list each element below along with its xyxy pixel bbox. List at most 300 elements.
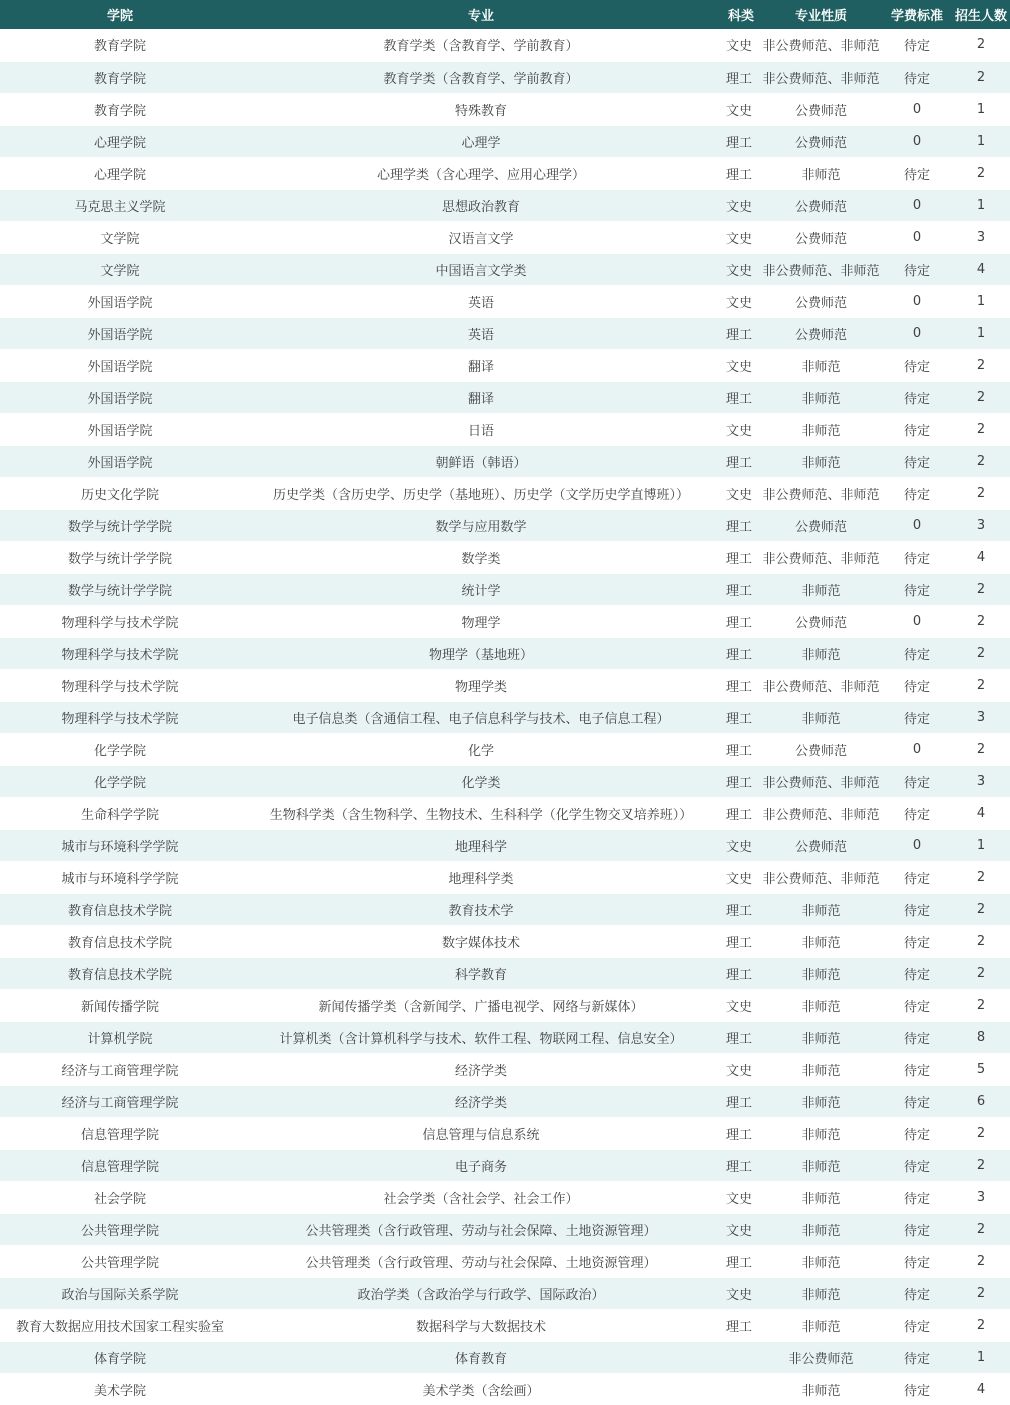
nature-cell <box>760 285 882 317</box>
enrollment-cell: 2 <box>976 421 986 437</box>
enrollment-cell: 2 <box>952 1277 1010 1309</box>
nature-text: 非公费师范、非师范 <box>762 39 880 55</box>
major-cell: 地理科学类 <box>448 871 514 887</box>
enrollment-cell: 8 <box>952 1021 1010 1053</box>
major-cell: 新闻传播学类（含新闻学、广播电视学、网络与新媒体） <box>318 999 644 1015</box>
college-cell: 计算机学院 <box>0 1021 240 1053</box>
nature-cell <box>760 93 882 125</box>
category-cell: 文史 <box>726 423 753 439</box>
college-cell: 外国语学院 <box>0 381 240 413</box>
category-cell: 文史 <box>726 231 753 247</box>
nature-text: 非师范 <box>801 1095 841 1111</box>
table-row <box>0 253 1010 285</box>
nature-text: 公费师范 <box>794 743 847 759</box>
tuition-cell: 待定 <box>903 1063 930 1079</box>
enrollment-cell: 4 <box>976 549 986 565</box>
tuition-cell: 待定 <box>903 1191 930 1207</box>
major-cell: 英语 <box>467 295 494 311</box>
category-cell: 文史 <box>726 359 753 375</box>
college-cell: 教育信息技术学院 <box>0 957 240 989</box>
nature-cell <box>760 797 882 829</box>
major-cell: 心理学 <box>240 125 722 157</box>
tuition-cell: 待定 <box>903 551 930 567</box>
major-cell: 英语 <box>240 317 722 349</box>
nature-text: 非师范 <box>801 1287 841 1303</box>
nature-cell <box>760 765 882 797</box>
enrollment-cell: 2 <box>976 1253 986 1269</box>
category-cell: 文史 <box>722 829 760 861</box>
table-row <box>0 349 1010 381</box>
table-row <box>0 893 1010 925</box>
table-body <box>0 29 1010 1405</box>
major-cell: 数学类 <box>461 551 501 567</box>
nature-text: 非师范 <box>801 455 841 471</box>
tuition-cell: 0 <box>882 509 952 541</box>
enrollment-cell: 1 <box>952 317 1010 349</box>
category-cell: 理工 <box>726 743 753 759</box>
table-row <box>0 861 1010 893</box>
category-cell: 理工 <box>722 509 760 541</box>
category-cell: 文史 <box>722 253 760 285</box>
enrollment-cell: 2 <box>952 957 1010 989</box>
category-cell: 文史 <box>726 487 753 503</box>
category-cell: 理工 <box>726 167 753 183</box>
category-cell: 文史 <box>726 295 753 311</box>
tuition-cell: 0 <box>912 293 922 309</box>
enrollment-cell: 3 <box>952 765 1010 797</box>
enrollment-cell: 2 <box>952 1149 1010 1181</box>
college-cell: 马克思主义学院 <box>0 189 240 221</box>
nature-cell <box>760 733 882 765</box>
table-row <box>0 317 1010 349</box>
college-cell: 经济与工商管理学院 <box>61 1063 179 1079</box>
college-cell: 公共管理学院 <box>0 1213 240 1245</box>
header-college: 学院 <box>106 9 133 24</box>
major-cell: 数学与应用数学 <box>240 509 722 541</box>
enrollment-cell: 1 <box>976 293 986 309</box>
enrollment-cell: 3 <box>976 1189 986 1205</box>
enrollment-cell: 4 <box>952 253 1010 285</box>
enrollment-cell: 3 <box>952 509 1010 541</box>
tuition-cell: 待定 <box>903 935 930 951</box>
header-category: 科类 <box>727 9 754 24</box>
major-cell: 统计学 <box>240 573 722 605</box>
major-cell: 公共管理类（含行政管理、劳动与社会保障、土地资源管理） <box>240 1213 722 1245</box>
nature-cell <box>760 1181 882 1213</box>
nature-cell <box>760 1053 882 1085</box>
major-cell: 生物科学类（含生物科学、生物技术、生科科学（化学生物交叉培养班）） <box>269 807 693 823</box>
tuition-cell: 待定 <box>903 871 930 887</box>
table-row <box>0 125 1010 157</box>
table-row <box>0 445 1010 477</box>
college-cell: 教育学院 <box>0 61 240 93</box>
tuition-cell: 待定 <box>903 487 930 503</box>
major-cell: 心理学类（含心理学、应用心理学） <box>376 167 585 183</box>
major-cell: 汉语言文学 <box>448 231 514 247</box>
category-cell: 理工 <box>722 1149 760 1181</box>
nature-cell <box>760 1085 882 1117</box>
table-row <box>0 221 1010 253</box>
enrollment-cell: 2 <box>976 1125 986 1141</box>
nature-cell <box>760 477 882 509</box>
nature-cell <box>760 1149 882 1181</box>
enrollment-cell: 2 <box>976 1317 986 1333</box>
nature-text: 非师范 <box>801 1063 841 1079</box>
tuition-cell: 待定 <box>882 1149 952 1181</box>
table-row <box>0 1245 1010 1277</box>
college-cell: 教育大数据应用技术国家工程实验室 <box>15 1319 224 1335</box>
nature-cell <box>760 1341 882 1373</box>
category-cell: 理工 <box>722 893 760 925</box>
nature-text: 非师范 <box>801 423 841 439</box>
major-cell: 化学 <box>467 743 494 759</box>
enrollment-cell: 2 <box>952 1213 1010 1245</box>
nature-text: 公费师范 <box>794 199 847 215</box>
nature-text: 非师范 <box>801 999 841 1015</box>
college-cell: 数学与统计学学院 <box>0 509 240 541</box>
table-row <box>0 189 1010 221</box>
header-enrollment: 招生人数 <box>954 9 1007 24</box>
nature-cell <box>760 1021 882 1053</box>
college-cell: 文学院 <box>0 253 240 285</box>
category-cell: 文史 <box>722 1277 760 1309</box>
college-cell: 城市与环境科学学院 <box>61 871 179 887</box>
table-row <box>0 413 1010 445</box>
table-row <box>0 669 1010 701</box>
nature-text: 非公费师范 <box>788 1351 854 1367</box>
nature-text: 公费师范 <box>794 615 847 631</box>
nature-text: 非师范 <box>801 903 841 919</box>
tuition-cell: 待定 <box>903 999 930 1015</box>
nature-cell <box>760 253 882 285</box>
major-cell: 科学教育 <box>240 957 722 989</box>
tuition-cell: 待定 <box>882 445 952 477</box>
college-cell: 心理学院 <box>93 167 146 183</box>
tuition-cell: 待定 <box>903 1383 930 1399</box>
enrollment-cell: 1 <box>952 189 1010 221</box>
college-cell: 物理科学与技术学院 <box>0 701 240 733</box>
table-row <box>0 1181 1010 1213</box>
nature-cell <box>760 157 882 189</box>
college-cell: 外国语学院 <box>0 445 240 477</box>
category-cell: 理工 <box>726 807 753 823</box>
college-cell: 物理科学与技术学院 <box>61 615 179 631</box>
category-cell: 文史 <box>722 189 760 221</box>
nature-cell <box>760 1309 882 1341</box>
enrollment-cell: 2 <box>976 165 986 181</box>
table-row <box>0 637 1010 669</box>
college-cell: 教育信息技术学院 <box>0 893 240 925</box>
major-cell: 历史学类（含历史学、历史学（基地班）、历史学（文学历史学直博班）） <box>272 487 689 503</box>
major-cell: 物理学 <box>461 615 501 631</box>
table-row <box>0 541 1010 573</box>
college-cell: 化学学院 <box>93 743 146 759</box>
major-cell: 信息管理与信息系统 <box>422 1127 540 1143</box>
nature-cell <box>760 925 882 957</box>
table-row <box>0 1277 1010 1309</box>
table-row <box>0 93 1010 125</box>
tuition-cell: 0 <box>912 741 922 757</box>
nature-cell <box>760 573 882 605</box>
major-cell: 日语 <box>467 423 494 439</box>
nature-text: 非师范 <box>801 1127 841 1143</box>
table-row <box>0 157 1010 189</box>
category-cell <box>722 1341 760 1373</box>
table-row <box>0 1309 1010 1341</box>
enrollment-cell: 2 <box>952 381 1010 413</box>
nature-cell <box>760 509 882 541</box>
major-cell: 数字媒体技术 <box>441 935 520 951</box>
major-cell: 教育技术学 <box>240 893 722 925</box>
enrollment-cell: 3 <box>976 229 986 245</box>
nature-cell <box>760 669 882 701</box>
nature-text: 非师范 <box>801 1223 841 1239</box>
table-row <box>0 1213 1010 1245</box>
table-row <box>0 1149 1010 1181</box>
tuition-cell: 待定 <box>882 1341 952 1373</box>
tuition-cell: 待定 <box>882 1085 952 1117</box>
enrollment-cell: 2 <box>952 61 1010 93</box>
enrollment-cell: 2 <box>976 933 986 949</box>
enrollment-cell: 4 <box>976 1381 986 1397</box>
college-cell: 生命科学学院 <box>80 807 159 823</box>
nature-cell <box>760 701 882 733</box>
college-cell: 数学与统计学学院 <box>67 551 172 567</box>
college-cell: 教育信息技术学院 <box>67 935 172 951</box>
tuition-cell: 待定 <box>882 957 952 989</box>
nature-text: 非师范 <box>801 1319 841 1335</box>
category-cell: 理工 <box>722 637 760 669</box>
category-cell: 理工 <box>722 765 760 797</box>
college-cell: 新闻传播学院 <box>80 999 159 1015</box>
college-cell: 文学院 <box>100 231 140 247</box>
nature-cell <box>760 1277 882 1309</box>
tuition-cell: 0 <box>912 229 922 245</box>
nature-text: 非公费师范、非师范 <box>762 71 880 87</box>
enrollment-cell: 5 <box>976 1061 986 1077</box>
category-cell: 理工 <box>722 957 760 989</box>
table-row <box>0 989 1010 1021</box>
college-cell: 公共管理学院 <box>80 1255 159 1271</box>
category-cell: 理工 <box>726 1319 753 1335</box>
header-major: 专业 <box>467 9 494 24</box>
nature-text: 非师范 <box>801 967 841 983</box>
nature-cell <box>760 381 882 413</box>
tuition-cell: 待定 <box>903 423 930 439</box>
major-cell: 经济学类 <box>240 1085 722 1117</box>
enrollment-cell: 2 <box>952 445 1010 477</box>
table-row <box>0 957 1010 989</box>
enrollment-cell: 2 <box>976 869 986 885</box>
nature-text: 非师范 <box>801 1255 841 1271</box>
enrollment-cell: 6 <box>952 1085 1010 1117</box>
major-cell: 数据科学与大数据技术 <box>415 1319 546 1335</box>
nature-text: 公费师范 <box>794 231 847 247</box>
enrollment-cell: 1 <box>976 101 986 117</box>
enrollment-cell: 1 <box>952 125 1010 157</box>
table-row <box>0 1373 1010 1405</box>
table-row <box>0 797 1010 829</box>
table-row <box>0 829 1010 861</box>
major-cell: 特殊教育 <box>454 103 507 119</box>
nature-text: 非公费师范、非师范 <box>762 775 880 791</box>
table-row <box>0 381 1010 413</box>
table-row <box>0 765 1010 797</box>
category-cell: 理工 <box>726 551 753 567</box>
tuition-cell: 0 <box>882 125 952 157</box>
college-cell: 体育学院 <box>0 1341 240 1373</box>
major-cell: 翻译 <box>240 381 722 413</box>
nature-text: 非师范 <box>801 647 841 663</box>
major-cell: 电子商务 <box>240 1149 722 1181</box>
nature-cell <box>760 1373 882 1405</box>
category-cell: 理工 <box>722 125 760 157</box>
tuition-cell: 待定 <box>903 359 930 375</box>
tuition-cell: 待定 <box>903 807 930 823</box>
major-cell: 朝鲜语（韩语） <box>240 445 722 477</box>
nature-text: 非师范 <box>801 583 841 599</box>
table-row <box>0 61 1010 93</box>
tuition-cell: 待定 <box>903 1255 930 1271</box>
tuition-cell: 0 <box>882 829 952 861</box>
table-row <box>0 733 1010 765</box>
nature-cell <box>760 957 882 989</box>
table-row <box>0 925 1010 957</box>
nature-text: 非师范 <box>801 935 841 951</box>
college-cell: 城市与环境科学学院 <box>0 829 240 861</box>
enrollment-cell: 1 <box>952 829 1010 861</box>
major-cell: 思想政治教育 <box>240 189 722 221</box>
nature-text: 非师范 <box>801 391 841 407</box>
college-cell: 物理科学与技术学院 <box>0 637 240 669</box>
category-cell: 理工 <box>726 1255 753 1271</box>
table-row <box>0 285 1010 317</box>
nature-cell <box>760 605 882 637</box>
nature-text: 非公费师范、非师范 <box>762 551 880 567</box>
header-tuition: 学费标准 <box>890 9 943 24</box>
nature-cell <box>760 541 882 573</box>
table-row <box>0 573 1010 605</box>
tuition-cell: 待定 <box>882 1213 952 1245</box>
college-cell: 教育学院 <box>93 103 146 119</box>
tuition-cell: 0 <box>912 613 922 629</box>
category-cell: 文史 <box>726 1063 753 1079</box>
nature-cell <box>760 893 882 925</box>
nature-text: 非师范 <box>801 1031 841 1047</box>
table-row <box>0 477 1010 509</box>
college-cell: 数学与统计学学院 <box>0 573 240 605</box>
nature-text: 公费师范 <box>794 135 847 151</box>
major-cell: 教育学类（含教育学、学前教育） <box>383 39 579 55</box>
nature-text: 非师范 <box>801 1191 841 1207</box>
tuition-cell: 待定 <box>882 253 952 285</box>
category-cell: 理工 <box>722 1085 760 1117</box>
tuition-cell: 待定 <box>882 573 952 605</box>
nature-text: 非师范 <box>801 1159 841 1175</box>
college-cell: 外国语学院 <box>87 295 153 311</box>
category-cell <box>722 1373 760 1405</box>
table-row <box>0 29 1010 61</box>
category-cell: 理工 <box>726 935 753 951</box>
major-cell: 美术学类（含绘画） <box>422 1383 540 1399</box>
category-cell: 文史 <box>726 1191 753 1207</box>
enrollment-cell: 2 <box>976 357 986 373</box>
nature-cell <box>760 221 882 253</box>
category-cell: 理工 <box>722 573 760 605</box>
major-cell: 地理科学 <box>240 829 722 861</box>
nature-cell <box>760 413 882 445</box>
college-cell: 外国语学院 <box>87 359 153 375</box>
enrollment-cell: 2 <box>976 37 986 53</box>
category-cell: 文史 <box>726 39 753 55</box>
category-cell: 理工 <box>722 61 760 93</box>
major-cell: 经济学类 <box>454 1063 507 1079</box>
tuition-cell: 0 <box>882 189 952 221</box>
table-row <box>0 605 1010 637</box>
college-cell: 经济与工商管理学院 <box>0 1085 240 1117</box>
college-cell: 教育学院 <box>93 39 146 55</box>
tuition-cell: 待定 <box>882 765 952 797</box>
enrollment-cell: 2 <box>952 573 1010 605</box>
tuition-cell: 待定 <box>903 679 930 695</box>
tuition-cell: 待定 <box>903 1319 930 1335</box>
nature-cell <box>760 349 882 381</box>
nature-cell <box>760 189 882 221</box>
enrollment-cell: 4 <box>976 805 986 821</box>
college-cell: 政治与国际关系学院 <box>0 1277 240 1309</box>
table-row <box>0 701 1010 733</box>
nature-text: 非师范 <box>801 167 841 183</box>
nature-text: 非公费师范、非师范 <box>762 263 880 279</box>
nature-text: 非公费师范、非师范 <box>762 679 880 695</box>
nature-cell <box>760 1117 882 1149</box>
nature-text: 非师范 <box>801 359 841 375</box>
tuition-cell: 待定 <box>882 701 952 733</box>
table-row <box>0 509 1010 541</box>
enrollment-cell: 2 <box>976 677 986 693</box>
major-cell: 社会学类（含社会学、社会工作） <box>383 1191 579 1207</box>
nature-cell <box>760 125 882 157</box>
nature-text: 公费师范 <box>794 327 847 343</box>
table-row <box>0 1053 1010 1085</box>
major-cell: 物理学（基地班） <box>240 637 722 669</box>
college-cell: 化学学院 <box>0 765 240 797</box>
nature-text: 非公费师范、非师范 <box>762 807 880 823</box>
tuition-cell: 待定 <box>882 893 952 925</box>
nature-text: 公费师范 <box>794 839 847 855</box>
nature-text: 公费师范 <box>794 519 847 535</box>
category-cell: 理工 <box>722 445 760 477</box>
enrollment-cell: 2 <box>976 613 986 629</box>
nature-cell <box>760 317 882 349</box>
category-cell: 理工 <box>722 381 760 413</box>
category-cell: 理工 <box>722 701 760 733</box>
college-cell: 外国语学院 <box>0 317 240 349</box>
category-cell: 理工 <box>722 1021 760 1053</box>
table-row <box>0 1117 1010 1149</box>
tuition-cell: 待定 <box>882 381 952 413</box>
college-cell: 心理学院 <box>0 125 240 157</box>
nature-text: 非师范 <box>801 1383 841 1399</box>
nature-text: 非师范 <box>801 711 841 727</box>
category-cell: 文史 <box>726 871 753 887</box>
nature-cell <box>760 29 882 61</box>
major-cell: 物理学类 <box>454 679 507 695</box>
nature-cell <box>760 1245 882 1277</box>
tuition-cell: 待定 <box>882 637 952 669</box>
table-row <box>0 1021 1010 1053</box>
table-row <box>0 1341 1010 1373</box>
